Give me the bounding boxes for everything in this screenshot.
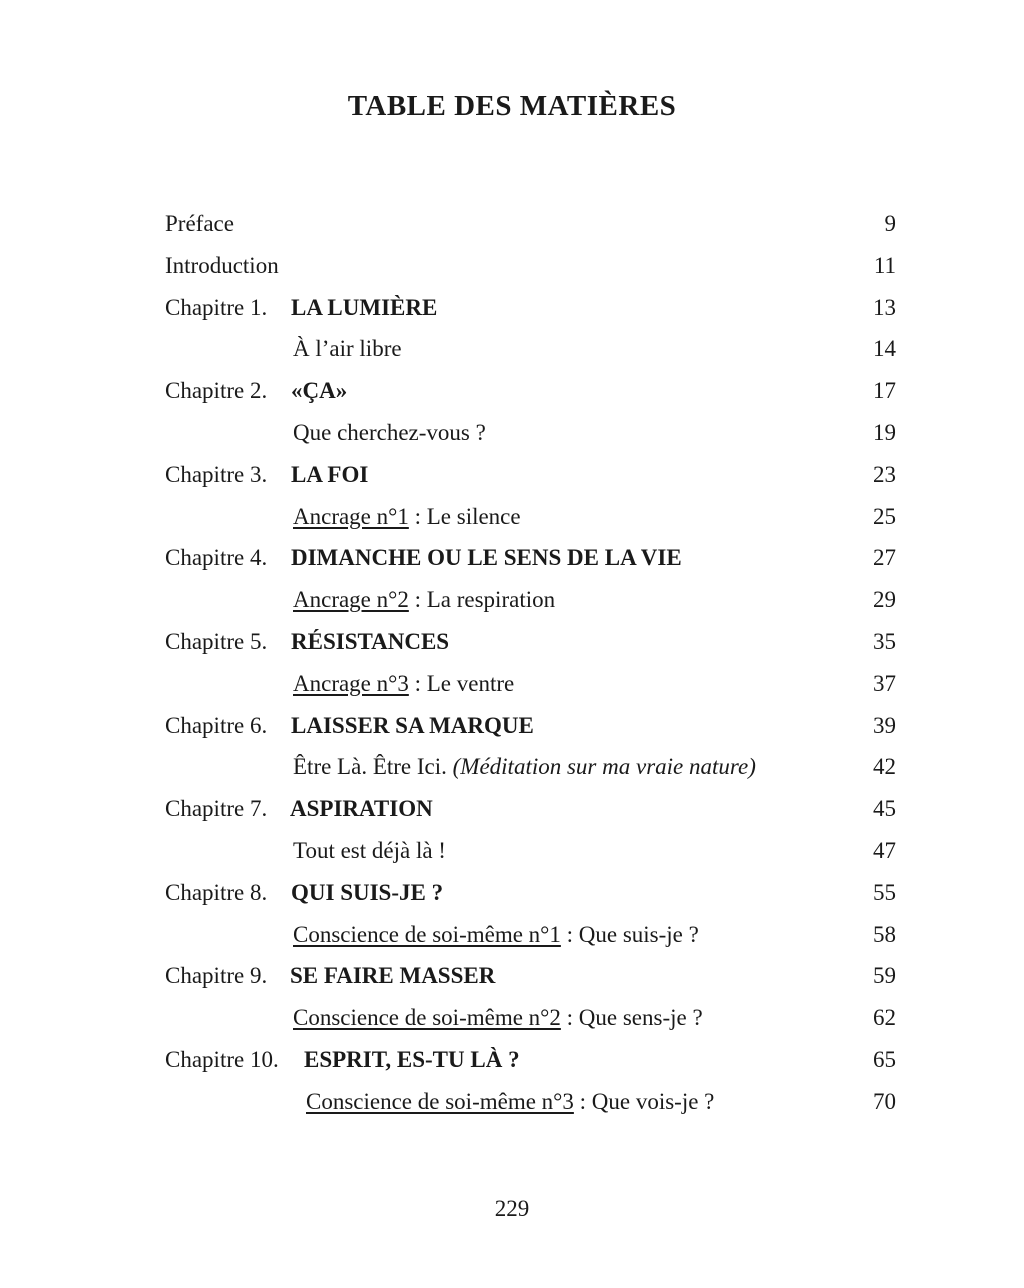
toc-row — [0, 454, 1024, 496]
exercise-link[interactable]: Ancrage n°2 — [293, 587, 409, 613]
exercise-link[interactable]: Conscience de soi-même n°3 — [306, 1088, 574, 1114]
leader-dots — [449, 878, 828, 902]
chapter-label: Chapitre 1. — [165, 294, 268, 320]
leader-dots — [443, 293, 831, 317]
page-number: 45 — [873, 796, 896, 822]
leader-dots — [492, 418, 828, 442]
entry-title: LAISSER SA MARQUE — [291, 712, 534, 738]
toc-row — [0, 328, 1024, 370]
page-number: 25 — [873, 503, 896, 529]
toc-entry[interactable] — [165, 203, 831, 245]
entry-title: Préface — [165, 211, 234, 236]
page-number: 17 — [873, 378, 896, 404]
toc-row — [0, 579, 1024, 621]
page-number: 14 — [873, 336, 896, 362]
toc-row — [0, 830, 1024, 872]
entry-title: Que cherchez-vous ? — [293, 419, 486, 445]
toc-row — [0, 705, 1024, 747]
toc-entry[interactable] — [293, 997, 828, 1039]
entry-title: Conscience de soi-même n°2 : Que sens-je ? — [293, 1005, 703, 1031]
exercise-link[interactable]: Ancrage n°1 — [293, 503, 409, 529]
toc-row — [0, 496, 1024, 538]
page-number: 27 — [873, 545, 896, 571]
entry-title: À l’air libre — [293, 336, 402, 362]
leader-dots — [439, 794, 831, 818]
entry-title: LA LUMIÈRE — [291, 294, 438, 320]
toc-entry[interactable] — [293, 663, 831, 705]
entry-title: Ancrage n°1 : Le silence — [293, 503, 521, 529]
toc-row — [0, 788, 1024, 830]
page-number: 13 — [873, 294, 896, 320]
leader-dots — [561, 585, 831, 609]
chapter-label: Chapitre 9. — [165, 963, 268, 989]
toc-entry[interactable] — [290, 955, 831, 997]
toc-entry[interactable] — [293, 914, 828, 956]
entry-title: QUI SUIS-JE ? — [291, 879, 444, 905]
toc-entry[interactable] — [304, 1039, 828, 1081]
toc-row — [0, 955, 1024, 997]
entry-title: Conscience de soi-même n°1 : Que suis-je ? — [293, 921, 699, 947]
page-number: 35 — [873, 628, 896, 654]
chapter-label: Chapitre 7. — [165, 796, 268, 822]
page-number: 62 — [873, 1005, 896, 1031]
leader-dots — [540, 711, 831, 735]
toc-entry[interactable] — [293, 412, 828, 454]
toc-entry[interactable] — [291, 454, 831, 496]
entry-title: RÉSISTANCES — [291, 628, 450, 654]
chapter-label: Chapitre 10. — [165, 1046, 279, 1072]
page-number: 23 — [873, 461, 896, 487]
toc-row — [0, 1081, 1024, 1123]
toc-row — [0, 872, 1024, 914]
chapter-label: Chapitre 5. — [165, 628, 268, 654]
exercise-link[interactable]: Conscience de soi-même n°2 — [293, 1005, 561, 1031]
chapter-label: Chapitre 6. — [165, 712, 268, 738]
page-number: 37 — [873, 670, 896, 696]
toc-row — [0, 412, 1024, 454]
entry-title: ASPIRATION — [290, 796, 433, 822]
toc-entry[interactable] — [291, 537, 831, 579]
chapter-label: Chapitre 2. — [165, 378, 268, 404]
page-number: 29 — [873, 587, 896, 613]
toc-entry[interactable] — [290, 788, 831, 830]
toc-entry[interactable] — [293, 830, 828, 872]
toc-row — [0, 663, 1024, 705]
toc-row — [0, 621, 1024, 663]
page-folio: 229 — [494, 1196, 530, 1221]
exercise-link[interactable]: Ancrage n°3 — [293, 670, 409, 696]
toc-entry[interactable] — [293, 746, 831, 788]
page-number: 55 — [873, 879, 896, 905]
page-number: 9 — [884, 211, 896, 236]
toc-row — [0, 997, 1024, 1039]
toc-row — [0, 287, 1024, 329]
page-number: 42 — [873, 754, 896, 780]
entry-title: Ancrage n°2 : La respiration — [293, 587, 556, 613]
leader-dots — [240, 209, 831, 233]
toc-entry[interactable] — [291, 370, 826, 412]
leader-dots — [527, 502, 831, 526]
toc-row — [0, 914, 1024, 956]
toc-entry[interactable] — [291, 621, 831, 663]
chapter-label: Chapitre 8. — [165, 879, 268, 905]
toc-row — [0, 746, 1024, 788]
leader-dots — [520, 669, 831, 693]
leader-dots — [452, 836, 828, 860]
toc-entry[interactable] — [291, 287, 831, 329]
page-number: 47 — [873, 837, 896, 863]
leader-dots — [408, 334, 831, 358]
page-number: 11 — [873, 252, 896, 278]
toc-row — [0, 1039, 1024, 1081]
page-number: 59 — [873, 963, 896, 989]
toc-entry[interactable] — [291, 705, 831, 747]
chapter-label: Chapitre 4. — [165, 545, 268, 571]
leader-dots — [501, 961, 831, 985]
leader-dots — [709, 1003, 828, 1027]
toc-entry[interactable] — [306, 1081, 828, 1123]
toc-entry[interactable] — [165, 245, 831, 287]
toc-row — [0, 537, 1024, 579]
toc-row — [0, 203, 1024, 245]
entry-title: «ÇA» — [291, 378, 348, 404]
toc-entry[interactable] — [293, 579, 831, 621]
leader-dots — [526, 1045, 828, 1069]
page-number: 58 — [873, 921, 896, 947]
entry-title: ESPRIT, ES-TU LÀ ? — [304, 1046, 520, 1072]
toc-entry[interactable] — [291, 872, 828, 914]
toc-entry[interactable] — [293, 328, 831, 370]
leader-dots — [720, 1087, 828, 1111]
leader-dots — [455, 627, 831, 651]
entry-title: DIMANCHE OU LE SENS DE LA VIE — [291, 545, 682, 571]
leader-dots — [285, 251, 831, 275]
page-title: TABLE DES MATIÈRES — [347, 90, 677, 122]
entry-title: Introduction — [165, 252, 279, 278]
entry-title: Ancrage n°3 : Le ventre — [293, 670, 515, 696]
toc-row — [0, 370, 1024, 412]
page-number: 19 — [873, 419, 896, 445]
entry-title: Tout est déjà là ! — [293, 837, 446, 863]
entry-title: Être Là. Être Ici. (Méditation sur ma vraie nature) — [293, 754, 756, 780]
toc-row — [0, 245, 1024, 287]
page-number: 65 — [873, 1046, 896, 1072]
page-number: 39 — [873, 712, 896, 738]
chapter-label: Chapitre 3. — [165, 461, 268, 487]
entry-title: LA FOI — [291, 461, 369, 487]
leader-dots — [353, 376, 826, 400]
toc-entry[interactable] — [293, 496, 831, 538]
leader-dots — [688, 543, 831, 567]
exercise-link[interactable]: Conscience de soi-même n°1 — [293, 921, 561, 947]
entry-title: Conscience de soi-même n°3 : Que vois-je ? — [306, 1088, 715, 1114]
leader-dots — [374, 460, 831, 484]
table-of-contents — [0, 203, 1024, 1123]
page-number: 70 — [873, 1088, 896, 1114]
leader-dots — [705, 920, 828, 944]
entry-title: SE FAIRE MASSER — [290, 963, 496, 989]
